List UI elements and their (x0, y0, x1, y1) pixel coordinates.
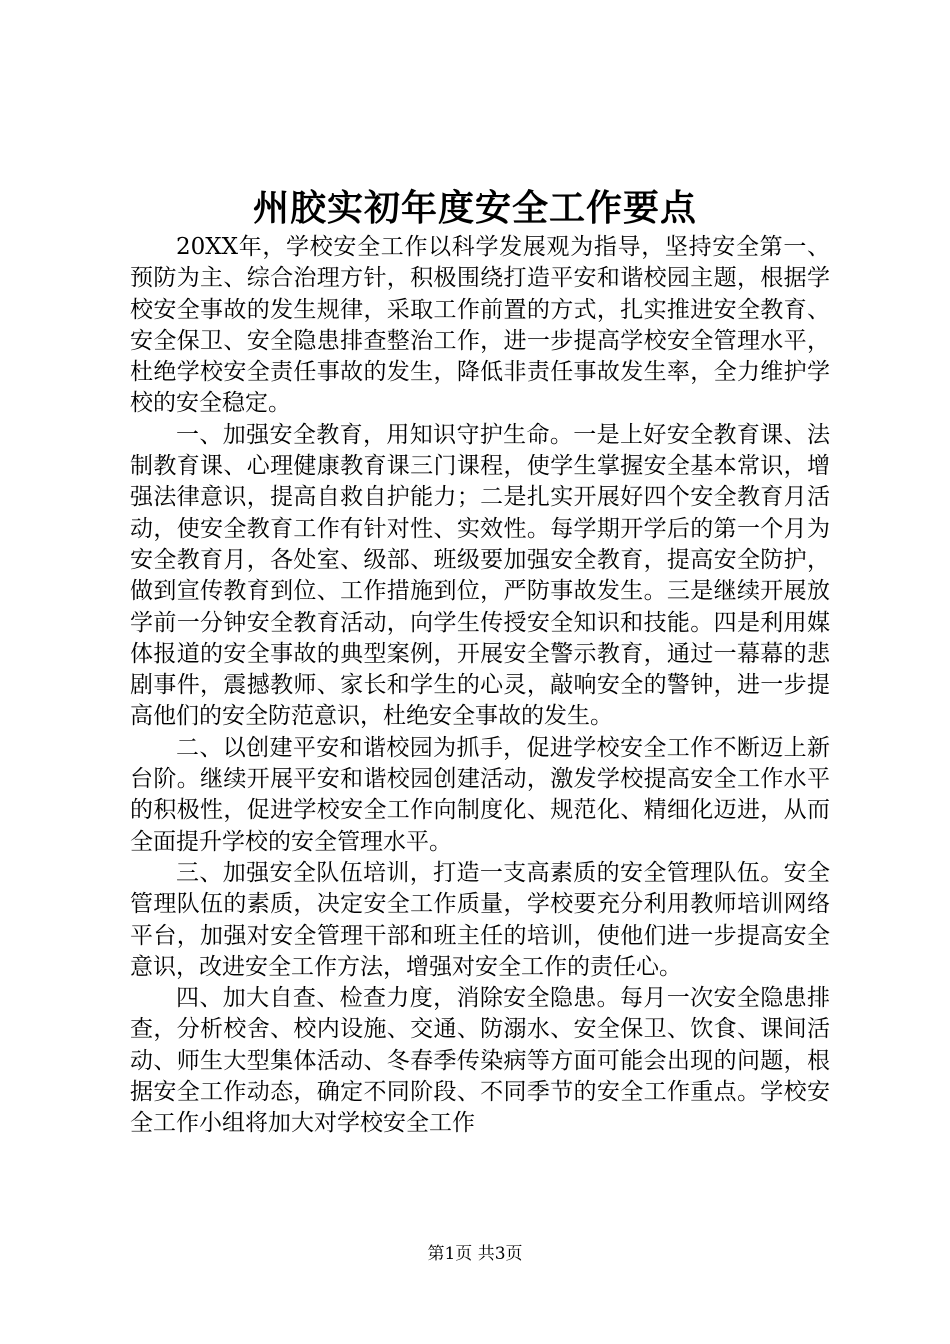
section-3-paragraph: 三、加强安全队伍培训，打造一支高素质的安全管理队伍。安全管理队伍的素质，决定安全工作质量，学校要充分利用教师培训网络平台，加强对安全管理干部和班主任的培训，使他们进一步提高安全意识，改进安全工作方法，增强对安全工作的责任心。 (130, 859, 830, 980)
document-body (130, 232, 830, 1140)
page-number-footer: 第1页 共3页 (427, 1244, 523, 1264)
section-2-paragraph: 二、以创建平安和谐校园为抓手，促进学校安全工作不断迈上新台阶。继续开展平安和谐校园创建活动，激发学校提高安全工作水平的积极性，促进学校安全工作向制度化、规范化、精细化迈进，从而全面提升学校的安全管理水平。 (130, 734, 830, 855)
section-4-paragraph: 四、加大自查、检查力度，消除安全隐患。每月一次安全隐患排查，分析校舍、校内设施、交通、防溺水、安全保卫、饮食、课间活动、师生大型集体活动、冬春季传染病等方面可能会出现的问题，根据安全工作动态，确定不同阶段、不同季节的安全工作重点。学校安全工作小组将加大对学校安全工作 (130, 985, 830, 1137)
document-title: 州胶实初年度安全工作要点 (252, 187, 697, 229)
intro-paragraph: 20XX年，学校安全工作以科学发展观为指导，坚持安全第一、预防为主、综合治理方针，积极围绕打造平安和谐校园主题，根据学校安全事故的发生规律，采取工作前置的方式，扎实推进安全教育、安全保卫、安全隐患排查整治工作，进一步提高学校安全管理水平，杜绝学校安全责任事故的发生，降低非责任事故发生率，全力维护学校的安全稳定。 (130, 234, 830, 417)
section-1-paragraph: 一、加强安全教育，用知识守护生命。一是上好安全教育课、法制教育课、心理健康教育课三门课程，使学生掌握安全基本常识，增强法律意识，提高自救自护能力；二是扎实开展好四个安全教育月活动，使安全教育工作有针对性、实效性。每学期开学后的第一个月为安全教育月，各处室、级部、班级要加强安全教育，提高安全防护，做到宣传教育到位、工作措施到位，严防事故发生。三是继续开展放学前一分钟安全教育活动，向学生传授安全知识和技能。四是利用媒体报道的安全事故的典型案例，开展安全警示教育，通过一幕幕的悲剧事件，震撼教师、家长和学生的心灵，敲响安全的警钟，进一步提高他们的安全防范意识，杜绝安全事故的发生。 (130, 421, 830, 730)
